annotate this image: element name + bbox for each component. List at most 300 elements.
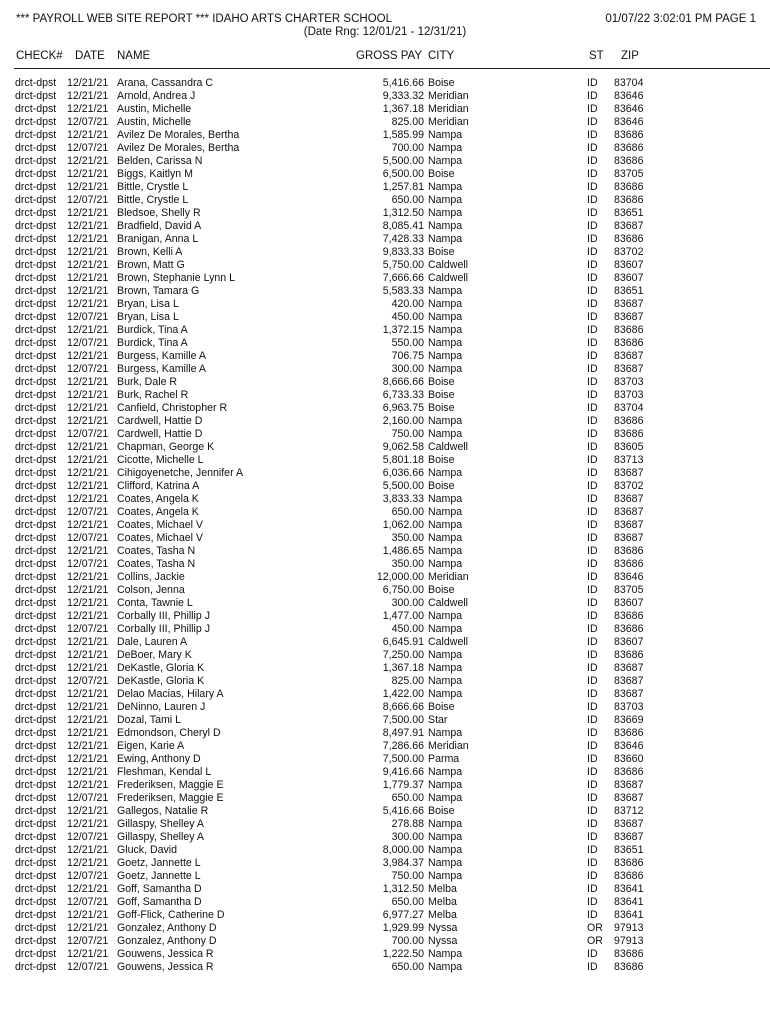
date-range: (Date Rng: 12/01/21 - 12/31/21)	[303, 26, 467, 38]
table-row	[0, 103, 770, 116]
cell-state: ID	[587, 714, 598, 726]
cell-zip: 83686	[614, 961, 644, 973]
cell-city: Nampa	[428, 727, 463, 739]
table-row	[0, 753, 770, 766]
cell-check: drct-dpst	[15, 402, 57, 414]
cell-check: drct-dpst	[15, 389, 57, 401]
cell-name: Burgess, Kamille A	[117, 363, 206, 375]
cell-city: Nampa	[428, 181, 463, 193]
cell-check: drct-dpst	[15, 298, 57, 310]
table-row	[0, 311, 770, 324]
cell-name: Gonzalez, Anthony D	[117, 922, 217, 934]
cell-city: Parma	[428, 753, 460, 765]
cell-date: 12/21/21	[67, 857, 109, 869]
cell-gross-pay: 6,733.33	[382, 389, 424, 401]
cell-name: Collins, Jackie	[117, 571, 185, 583]
cell-city: Nampa	[428, 623, 463, 635]
cell-check: drct-dpst	[15, 779, 57, 791]
cell-check: drct-dpst	[15, 558, 57, 570]
cell-date: 12/07/21	[67, 870, 109, 882]
cell-gross-pay: 3,984.37	[382, 857, 424, 869]
cell-check: drct-dpst	[15, 935, 57, 947]
cell-name: Delao Macias, Hilary A	[117, 688, 224, 700]
cell-zip: 83646	[614, 740, 644, 752]
cell-state: ID	[587, 636, 598, 648]
cell-date: 12/21/21	[67, 753, 109, 765]
cell-zip: 83651	[614, 207, 644, 219]
cell-gross-pay: 5,801.18	[382, 454, 424, 466]
cell-name: Gillaspy, Shelley A	[117, 818, 204, 830]
cell-date: 12/21/21	[67, 766, 109, 778]
report-header	[0, 0, 770, 70]
table-row	[0, 181, 770, 194]
cell-check: drct-dpst	[15, 740, 57, 752]
cell-name: Gillaspy, Shelley A	[117, 831, 204, 843]
cell-check: drct-dpst	[15, 766, 57, 778]
cell-city: Meridian	[428, 103, 469, 115]
cell-state: ID	[587, 142, 598, 154]
table-row	[0, 740, 770, 753]
cell-check: drct-dpst	[15, 415, 57, 427]
cell-check: drct-dpst	[15, 116, 57, 128]
cell-gross-pay: 7,500.00	[382, 753, 424, 765]
cell-state: ID	[587, 766, 598, 778]
cell-date: 12/07/21	[67, 675, 109, 687]
cell-gross-pay: 1,486.65	[382, 545, 424, 557]
cell-name: DeKastle, Gloria K	[117, 662, 205, 674]
cell-city: Nampa	[428, 155, 463, 167]
cell-name: Frederiksen, Maggie E	[117, 792, 224, 804]
cell-check: drct-dpst	[15, 714, 57, 726]
cell-gross-pay: 9,833.33	[382, 246, 424, 258]
cell-state: ID	[587, 77, 598, 89]
cell-name: Conta, Tawnie L	[117, 597, 193, 609]
cell-state: ID	[587, 779, 598, 791]
cell-state: ID	[587, 480, 598, 492]
cell-state: ID	[587, 753, 598, 765]
col-check: CHECK#	[16, 50, 63, 62]
cell-name: Goff-Flick, Catherine D	[117, 909, 225, 921]
cell-state: ID	[587, 805, 598, 817]
col-zip: ZIP	[621, 50, 639, 62]
run-info: 01/07/22 3:02:01 PM PAGE 1	[605, 13, 756, 25]
cell-date: 12/21/21	[67, 220, 109, 232]
cell-date: 12/21/21	[67, 584, 109, 596]
cell-city: Nyssa	[428, 922, 458, 934]
table-row	[0, 675, 770, 688]
cell-state: ID	[587, 155, 598, 167]
cell-zip: 83686	[614, 857, 644, 869]
cell-state: ID	[587, 948, 598, 960]
cell-state: ID	[587, 376, 598, 388]
cell-state: ID	[587, 610, 598, 622]
cell-gross-pay: 8,000.00	[382, 844, 424, 856]
cell-gross-pay: 9,416.66	[382, 766, 424, 778]
table-row	[0, 610, 770, 623]
table-row	[0, 623, 770, 636]
cell-date: 12/07/21	[67, 961, 109, 973]
cell-check: drct-dpst	[15, 168, 57, 180]
cell-city: Boise	[428, 77, 455, 89]
cell-gross-pay: 6,963.75	[382, 402, 424, 414]
cell-zip: 83687	[614, 220, 644, 232]
cell-zip: 83687	[614, 519, 644, 531]
cell-name: Edmondson, Cheryl D	[117, 727, 221, 739]
cell-name: Gouwens, Jessica R	[117, 961, 214, 973]
table-row	[0, 701, 770, 714]
cell-state: ID	[587, 337, 598, 349]
cell-name: Coates, Tasha N	[117, 558, 196, 570]
cell-city: Nampa	[428, 818, 463, 830]
cell-state: ID	[587, 454, 598, 466]
table-row	[0, 870, 770, 883]
cell-zip: 83686	[614, 948, 644, 960]
cell-city: Meridian	[428, 740, 469, 752]
cell-name: DeNinno, Lauren J	[117, 701, 206, 713]
cell-city: Nampa	[428, 233, 463, 245]
cell-date: 12/21/21	[67, 298, 109, 310]
cell-state: ID	[587, 857, 598, 869]
cell-date: 12/21/21	[67, 844, 109, 856]
cell-state: ID	[587, 220, 598, 232]
cell-date: 12/07/21	[67, 506, 109, 518]
cell-gross-pay: 1,312.50	[382, 207, 424, 219]
header-divider	[14, 68, 770, 69]
cell-state: ID	[587, 350, 598, 362]
cell-date: 12/07/21	[67, 558, 109, 570]
cell-date: 12/21/21	[67, 207, 109, 219]
cell-check: drct-dpst	[15, 233, 57, 245]
cell-check: drct-dpst	[15, 831, 57, 843]
cell-name: Burgess, Kamille A	[117, 350, 206, 362]
cell-date: 12/21/21	[67, 90, 109, 102]
table-row	[0, 90, 770, 103]
cell-gross-pay: 9,062.58	[382, 441, 424, 453]
cell-date: 12/21/21	[67, 493, 109, 505]
table-row	[0, 818, 770, 831]
cell-date: 12/21/21	[67, 389, 109, 401]
cell-gross-pay: 278.88	[391, 818, 424, 830]
cell-state: ID	[587, 103, 598, 115]
table-row	[0, 948, 770, 961]
cell-check: drct-dpst	[15, 324, 57, 336]
cell-zip: 83687	[614, 831, 644, 843]
cell-city: Nampa	[428, 220, 463, 232]
cell-name: Cardwell, Hattie D	[117, 415, 203, 427]
cell-city: Boise	[428, 454, 455, 466]
table-row	[0, 389, 770, 402]
col-state: ST	[589, 50, 604, 62]
cell-gross-pay: 1,779.37	[382, 779, 424, 791]
table-row	[0, 246, 770, 259]
cell-state: ID	[587, 675, 598, 687]
cell-zip: 83687	[614, 493, 644, 505]
cell-city: Nampa	[428, 675, 463, 687]
table-row	[0, 415, 770, 428]
cell-check: drct-dpst	[15, 896, 57, 908]
cell-gross-pay: 1,222.50	[382, 948, 424, 960]
table-row	[0, 792, 770, 805]
cell-date: 12/21/21	[67, 376, 109, 388]
cell-gross-pay: 450.00	[391, 311, 424, 323]
cell-gross-pay: 650.00	[391, 194, 424, 206]
cell-check: drct-dpst	[15, 961, 57, 973]
cell-check: drct-dpst	[15, 77, 57, 89]
cell-name: Bledsoe, Shelly R	[117, 207, 201, 219]
cell-name: Brown, Tamara G	[117, 285, 200, 297]
cell-state: ID	[587, 90, 598, 102]
cell-zip: 83702	[614, 480, 644, 492]
cell-check: drct-dpst	[15, 857, 57, 869]
cell-gross-pay: 650.00	[391, 961, 424, 973]
cell-city: Nampa	[428, 857, 463, 869]
cell-name: DeKastle, Gloria K	[117, 675, 205, 687]
cell-check: drct-dpst	[15, 506, 57, 518]
cell-gross-pay: 1,367.18	[382, 662, 424, 674]
cell-check: drct-dpst	[15, 519, 57, 531]
table-row	[0, 428, 770, 441]
cell-state: ID	[587, 571, 598, 583]
cell-check: drct-dpst	[15, 662, 57, 674]
cell-state: OR	[587, 935, 603, 947]
cell-name: Coates, Angela K	[117, 506, 199, 518]
cell-zip: 83687	[614, 350, 644, 362]
cell-date: 12/21/21	[67, 610, 109, 622]
cell-check: drct-dpst	[15, 363, 57, 375]
cell-date: 12/21/21	[67, 519, 109, 531]
cell-zip: 97913	[614, 935, 644, 947]
cell-check: drct-dpst	[15, 636, 57, 648]
cell-name: Coates, Angela K	[117, 493, 199, 505]
cell-date: 12/07/21	[67, 194, 109, 206]
cell-check: drct-dpst	[15, 532, 57, 544]
cell-check: drct-dpst	[15, 727, 57, 739]
cell-zip: 83687	[614, 675, 644, 687]
cell-gross-pay: 7,428.33	[382, 233, 424, 245]
table-row	[0, 922, 770, 935]
cell-state: ID	[587, 259, 598, 271]
table-row	[0, 909, 770, 922]
cell-gross-pay: 6,500.00	[382, 168, 424, 180]
table-row	[0, 168, 770, 181]
cell-date: 12/21/21	[67, 883, 109, 895]
table-row	[0, 831, 770, 844]
cell-city: Nampa	[428, 870, 463, 882]
cell-check: drct-dpst	[15, 220, 57, 232]
cell-name: Belden, Carissa N	[117, 155, 203, 167]
cell-check: drct-dpst	[15, 428, 57, 440]
column-headers	[0, 50, 770, 66]
cell-zip: 83646	[614, 90, 644, 102]
cell-state: ID	[587, 727, 598, 739]
cell-city: Nampa	[428, 324, 463, 336]
cell-zip: 83686	[614, 337, 644, 349]
cell-gross-pay: 1,585.99	[382, 129, 424, 141]
cell-gross-pay: 450.00	[391, 623, 424, 635]
cell-check: drct-dpst	[15, 155, 57, 167]
cell-state: ID	[587, 519, 598, 531]
table-row	[0, 597, 770, 610]
cell-zip: 83687	[614, 662, 644, 674]
cell-date: 12/21/21	[67, 103, 109, 115]
cell-state: ID	[587, 506, 598, 518]
cell-date: 12/21/21	[67, 571, 109, 583]
cell-check: drct-dpst	[15, 181, 57, 193]
cell-name: Burdick, Tina A	[117, 337, 188, 349]
cell-gross-pay: 7,286.66	[382, 740, 424, 752]
cell-date: 12/21/21	[67, 480, 109, 492]
cell-zip: 83651	[614, 844, 644, 856]
cell-state: ID	[587, 285, 598, 297]
cell-zip: 83686	[614, 870, 644, 882]
cell-date: 12/21/21	[67, 259, 109, 271]
cell-zip: 83687	[614, 467, 644, 479]
cell-gross-pay: 9,333.32	[382, 90, 424, 102]
cell-state: ID	[587, 623, 598, 635]
cell-city: Nampa	[428, 129, 463, 141]
cell-city: Nampa	[428, 337, 463, 349]
cell-name: Cardwell, Hattie D	[117, 428, 203, 440]
cell-city: Nampa	[428, 545, 463, 557]
cell-check: drct-dpst	[15, 90, 57, 102]
payroll-table	[0, 77, 770, 974]
cell-check: drct-dpst	[15, 597, 57, 609]
cell-state: ID	[587, 792, 598, 804]
cell-name: Dozal, Tami L	[117, 714, 181, 726]
cell-zip: 83686	[614, 233, 644, 245]
cell-date: 12/21/21	[67, 181, 109, 193]
cell-state: ID	[587, 207, 598, 219]
cell-city: Boise	[428, 246, 455, 258]
cell-zip: 83687	[614, 779, 644, 791]
cell-gross-pay: 8,085.41	[382, 220, 424, 232]
cell-name: Coates, Tasha N	[117, 545, 196, 557]
table-row	[0, 727, 770, 740]
cell-zip: 83686	[614, 727, 644, 739]
cell-gross-pay: 6,645.91	[382, 636, 424, 648]
table-row	[0, 558, 770, 571]
cell-name: Gluck, David	[117, 844, 178, 856]
cell-state: ID	[587, 909, 598, 921]
cell-check: drct-dpst	[15, 818, 57, 830]
cell-zip: 83686	[614, 649, 644, 661]
cell-check: drct-dpst	[15, 337, 57, 349]
col-gross-pay: GROSS PAY	[356, 50, 423, 62]
cell-date: 12/21/21	[67, 467, 109, 479]
table-row	[0, 116, 770, 129]
cell-gross-pay: 6,036.66	[382, 467, 424, 479]
table-row	[0, 896, 770, 909]
cell-state: OR	[587, 922, 603, 934]
table-row	[0, 649, 770, 662]
table-row	[0, 532, 770, 545]
cell-city: Nampa	[428, 467, 463, 479]
cell-gross-pay: 825.00	[391, 675, 424, 687]
cell-name: Burk, Rachel R	[117, 389, 189, 401]
cell-city: Nampa	[428, 207, 463, 219]
cell-state: ID	[587, 233, 598, 245]
cell-gross-pay: 1,312.50	[382, 883, 424, 895]
cell-city: Nampa	[428, 142, 463, 154]
cell-name: Cihigoyenetche, Jennifer A	[117, 467, 244, 479]
cell-state: ID	[587, 181, 598, 193]
cell-date: 12/21/21	[67, 155, 109, 167]
cell-date: 12/21/21	[67, 948, 109, 960]
table-row	[0, 402, 770, 415]
cell-zip: 83607	[614, 259, 644, 271]
cell-gross-pay: 3,833.33	[382, 493, 424, 505]
cell-zip: 97913	[614, 922, 644, 934]
cell-name: Arana, Cassandra C	[117, 77, 213, 89]
cell-city: Nyssa	[428, 935, 458, 947]
cell-state: ID	[587, 649, 598, 661]
cell-date: 12/21/21	[67, 740, 109, 752]
table-row	[0, 155, 770, 168]
cell-city: Nampa	[428, 194, 463, 206]
cell-name: Brown, Kelli A	[117, 246, 183, 258]
cell-state: ID	[587, 467, 598, 479]
cell-state: ID	[587, 662, 598, 674]
cell-state: ID	[587, 389, 598, 401]
cell-gross-pay: 5,750.00	[382, 259, 424, 271]
cell-zip: 83641	[614, 909, 644, 921]
cell-city: Nampa	[428, 831, 463, 843]
cell-name: Clifford, Katrina A	[117, 480, 200, 492]
cell-city: Nampa	[428, 519, 463, 531]
col-city: CITY	[428, 50, 455, 62]
cell-city: Caldwell	[428, 259, 469, 271]
cell-check: drct-dpst	[15, 909, 57, 921]
cell-check: drct-dpst	[15, 350, 57, 362]
cell-gross-pay: 420.00	[391, 298, 424, 310]
cell-date: 12/21/21	[67, 662, 109, 674]
col-date: DATE	[75, 50, 105, 62]
cell-gross-pay: 5,500.00	[382, 480, 424, 492]
cell-gross-pay: 2,160.00	[382, 415, 424, 427]
cell-gross-pay: 5,500.00	[382, 155, 424, 167]
cell-gross-pay: 1,477.00	[382, 610, 424, 622]
cell-city: Nampa	[428, 610, 463, 622]
cell-state: ID	[587, 831, 598, 843]
cell-city: Meridian	[428, 571, 469, 583]
cell-city: Nampa	[428, 363, 463, 375]
table-row	[0, 805, 770, 818]
table-row	[0, 324, 770, 337]
cell-date: 12/21/21	[67, 129, 109, 141]
cell-date: 12/21/21	[67, 285, 109, 297]
cell-check: drct-dpst	[15, 805, 57, 817]
cell-gross-pay: 8,666.66	[382, 376, 424, 388]
cell-state: ID	[587, 324, 598, 336]
cell-zip: 83646	[614, 103, 644, 115]
cell-gross-pay: 7,250.00	[382, 649, 424, 661]
cell-check: drct-dpst	[15, 675, 57, 687]
cell-city: Nampa	[428, 350, 463, 362]
table-row	[0, 207, 770, 220]
table-row	[0, 441, 770, 454]
cell-gross-pay: 1,257.81	[382, 181, 424, 193]
cell-check: drct-dpst	[15, 194, 57, 206]
table-row	[0, 857, 770, 870]
cell-city: Boise	[428, 389, 455, 401]
cell-zip: 83713	[614, 454, 644, 466]
cell-city: Boise	[428, 480, 455, 492]
cell-zip: 83686	[614, 545, 644, 557]
cell-name: Gouwens, Jessica R	[117, 948, 214, 960]
cell-check: drct-dpst	[15, 441, 57, 453]
cell-date: 12/07/21	[67, 311, 109, 323]
cell-check: drct-dpst	[15, 753, 57, 765]
